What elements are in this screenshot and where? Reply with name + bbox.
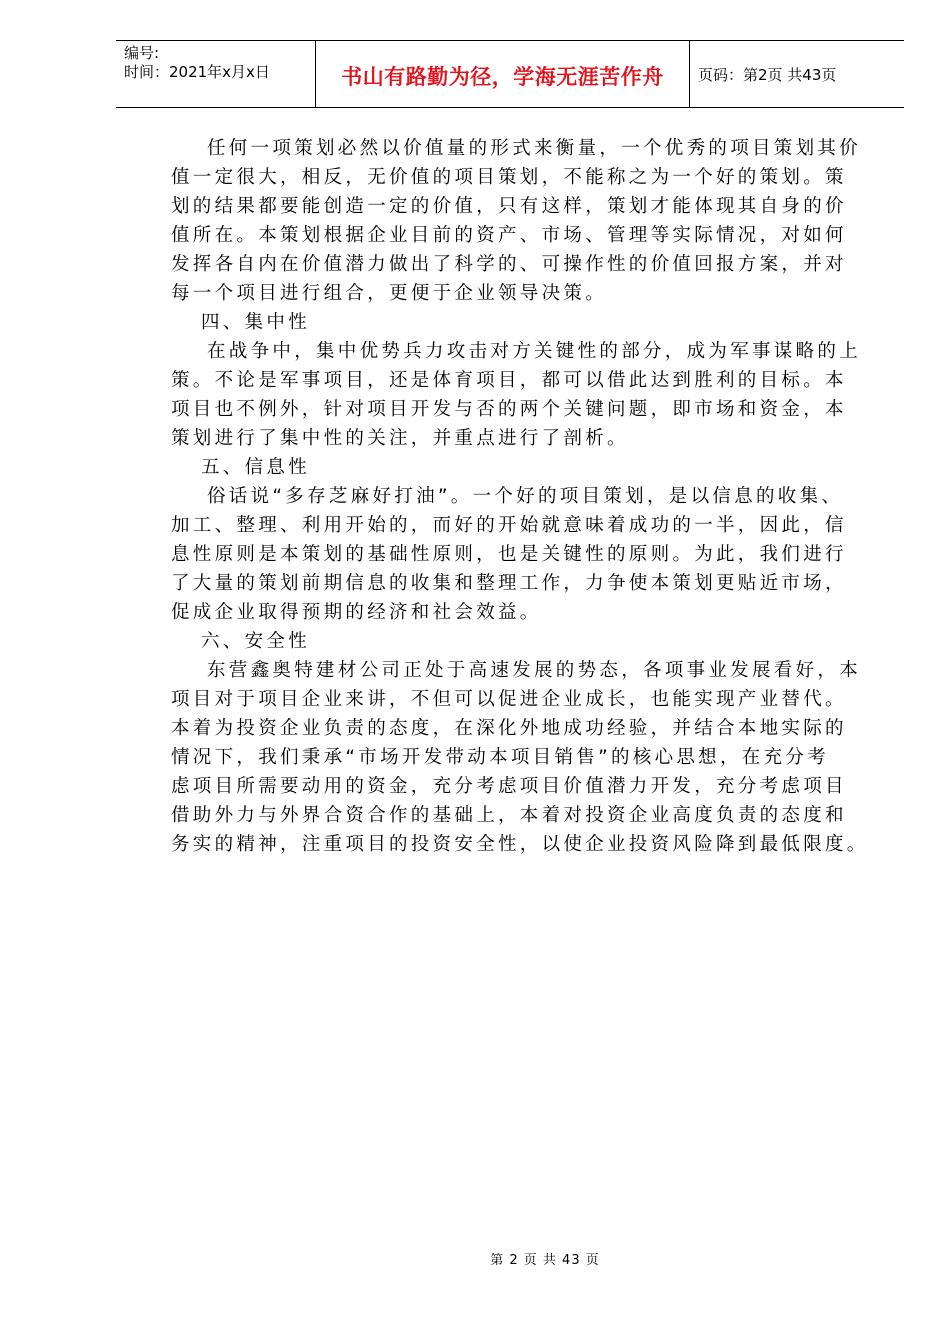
- body-line: 借助外力与外界合资合作的基础上，本着对投资企业高度负责的态度和: [171, 805, 847, 826]
- serial-label: 编号:: [124, 44, 160, 62]
- body-line: 在战争中，集中优势兵力攻击对方关键性的部分，成为军事谋略的上: [207, 341, 862, 362]
- header-page-info: 页码：第2页 共43页: [698, 66, 837, 84]
- body-line: 俗话说“多存芝麻好打油”。一个好的项目策划，是以信息的收集、: [207, 486, 844, 507]
- body-line: 发挥各自内在价值潜力做出了科学的、可操作性的价值回报方案，并对: [171, 254, 847, 275]
- body-line: 项目也不例外，针对项目开发与否的两个关键问题，即市场和资金，本: [171, 399, 847, 420]
- time-label: 时间：2021年x月x日: [124, 63, 270, 81]
- body-line: 务实的精神，注重项目的投资安全性，以使企业投资风险降到最低限度。: [171, 834, 869, 855]
- body-line: 虑项目所需要动用的资金，充分考虑项目价值潜力开发，充分考虑项目: [171, 776, 847, 797]
- section-heading: 六、安全性: [201, 631, 311, 652]
- body-line: 值一定很大，相反，无价值的项目策划，不能称之为一个好的策划。策: [171, 167, 847, 188]
- header-meta: [124, 44, 314, 82]
- body-line: 划的结果都要能创造一定的价值，只有这样，策划才能体现其自身的价: [171, 196, 847, 217]
- body-line: 任何一项策划必然以价值量的形式来衡量，一个优秀的项目策划其价: [207, 138, 862, 159]
- body-line: 了大量的策划前期信息的收集和整理工作，力争使本策划更贴近市场，: [171, 573, 847, 594]
- header-divider: [689, 41, 690, 107]
- body-line: 项目对于项目企业来讲，不但可以促进企业成长，也能实现产业替代。: [171, 689, 847, 710]
- body-line: 本着为投资企业负责的态度，在深化外地成功经验，并结合本地实际的: [171, 718, 847, 739]
- body-line: 值所在。本策划根据企业目前的资产、市场、管理等实际情况，对如何: [171, 225, 847, 246]
- body-line: 促成企业取得预期的经济和社会效益。: [171, 602, 542, 623]
- document-body: [171, 134, 891, 859]
- header-motto: 书山有路勤为径，学海无涯苦作舟: [341, 65, 664, 89]
- body-line: 策。不论是军事项目，还是体育项目，都可以借此达到胜利的目标。本: [171, 370, 847, 391]
- page-header: [116, 40, 904, 108]
- body-line: 每一个项目进行组合，更便于企业领导决策。: [171, 283, 608, 304]
- body-line: 东营鑫奥特建材公司正处于高速发展的势态，各项事业发展看好，本: [207, 660, 862, 681]
- section-heading: 五、信息性: [201, 457, 311, 478]
- body-line: 息性原则是本策划的基础性原则，也是关键性的原则。为此，我们进行: [171, 544, 847, 565]
- page-footer: 第 2 页 共 43 页: [490, 1253, 600, 1268]
- section-heading: 四、集中性: [201, 312, 311, 333]
- body-line: 情况下，我们秉承“市场开发带动本项目销售”的核心思想，在充分考: [171, 747, 829, 768]
- body-line: 加工、整理、利用开始的，而好的开始就意味着成功的一半，因此，信: [171, 515, 847, 536]
- body-line: 策划进行了集中性的关注，并重点进行了剖析。: [171, 428, 629, 449]
